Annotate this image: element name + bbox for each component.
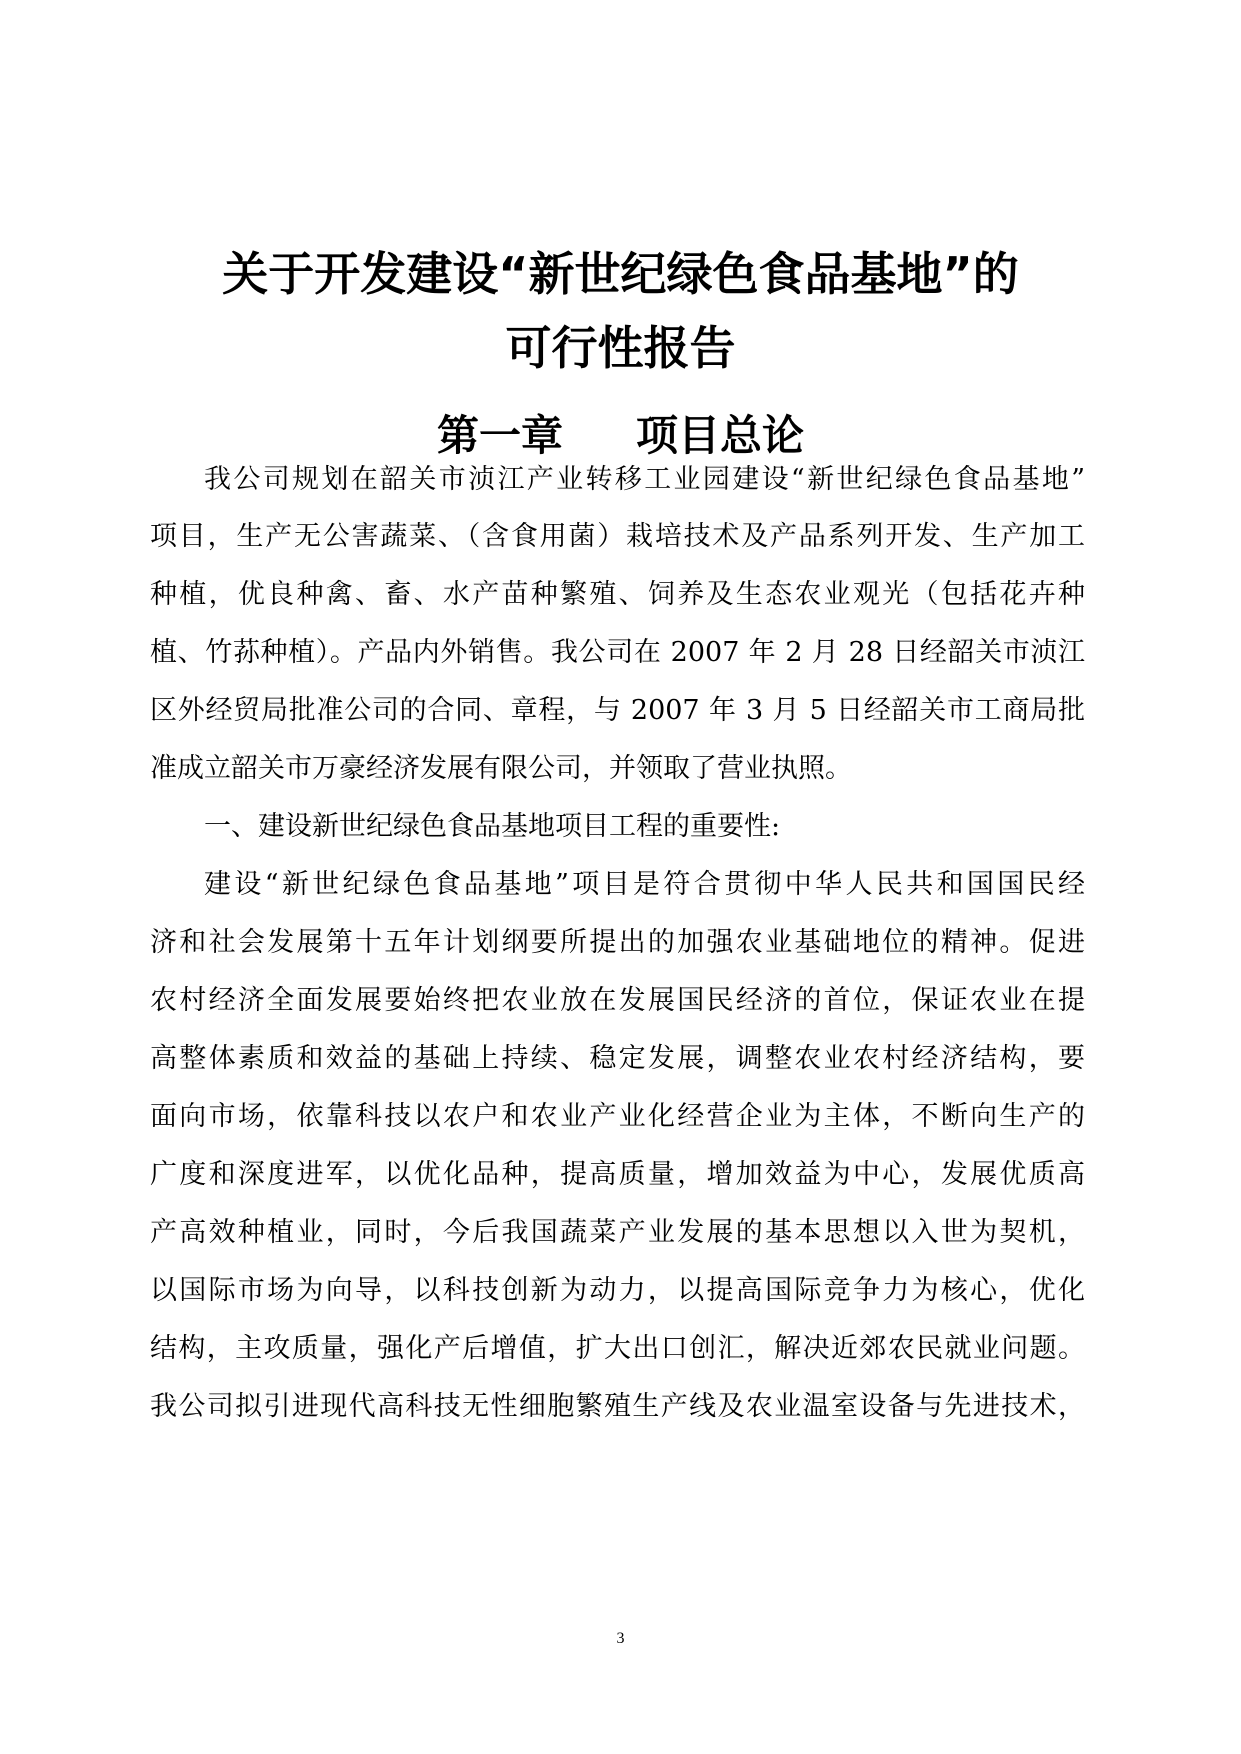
paragraph1-line: 项目，生产无公害蔬菜、（含食用菌）栽培技术及产品系列开发、生产加工 [150,521,1085,552]
page-number: 3 [616,1630,625,1647]
section-heading: 一、建设新世纪绿色食品基地项目工程的重要性: [204,811,781,842]
paragraph1-line: 种植，优良种禽、畜、水产苗种繁殖、饲养及生态农业观光（包括花卉种 [150,579,1085,610]
paragraph2-line: 面向市场，依靠科技以农户和农业产业化经营企业为主体，不断向生产的 [150,1101,1085,1132]
paragraph2-line: 以国际市场为向导，以科技创新为动力，以提高国际竞争力为核心，优化 [150,1275,1085,1306]
paragraph2-line: 高整体素质和效益的基础上持续、稳定发展，调整农业农村经济结构，要 [150,1043,1085,1074]
paragraph1-line: 我公司规划在韶关市浈江产业转移工业园建设“新世纪绿色食品基地” [204,464,1085,495]
paragraph1-line: 植、竹荪种植）。产品内外销售。我公司在 2007 年 2 月 28 日经韶关市浈江 [150,637,1085,668]
document-title-line-2: 可行性报告 [505,321,736,375]
paragraph2-line: 产高效种植业，同时，今后我国蔬菜产业发展的基本思想以入世为契机， [150,1217,1085,1248]
document-title-line-1: 关于开发建设“新世纪绿色食品基地”的 [222,247,1019,301]
chapter-heading: 第一章 项目总论 [436,411,805,460]
paragraph2-line: 济和社会发展第十五年计划纲要所提出的加强农业基础地位的精神。促进 [150,927,1085,958]
paragraph2-line: 广度和深度进军，以优化品种，提高质量，增加效益为中心，发展优质高 [150,1159,1085,1190]
paragraph2-line: 建设“新世纪绿色食品基地”项目是符合贯彻中华人民共和国国民经 [204,869,1085,900]
paragraph2-line: 我公司拟引进现代高科技无性细胞繁殖生产线及农业温室设备与先进技术， [150,1391,1085,1422]
paragraph1-line: 区外经贸局批准公司的合同、章程，与 2007 年 3 月 5 日经韶关市工商局批 [150,695,1085,726]
paragraph1-line: 准成立韶关市万豪经济发展有限公司，并领取了营业执照。 [150,753,852,784]
paragraph2-line: 农村经济全面发展要始终把农业放在发展国民经济的首位，保证农业在提 [150,985,1085,1016]
paragraph2-line: 结构，主攻质量，强化产后增值，扩大出口创汇，解决近郊农民就业问题。 [150,1333,1085,1364]
